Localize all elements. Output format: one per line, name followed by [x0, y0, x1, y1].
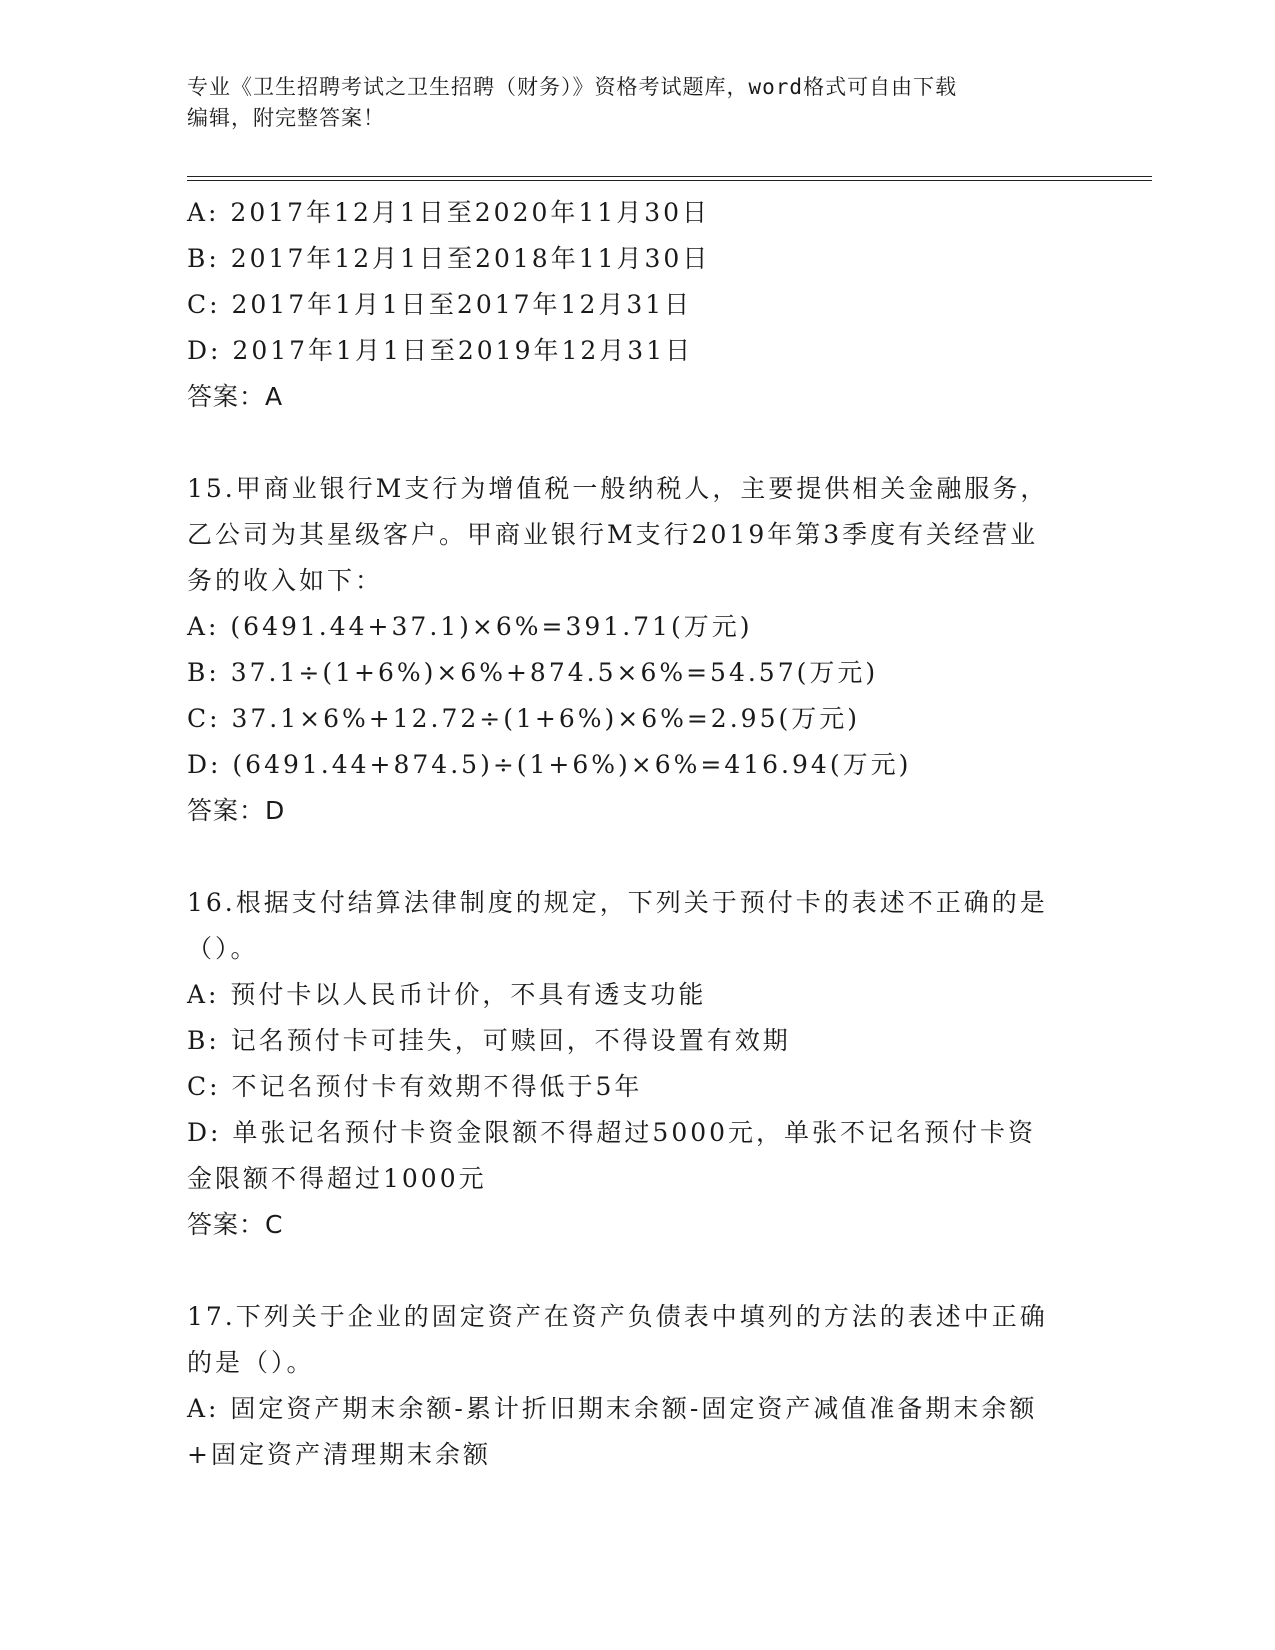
question-14	[187, 190, 1087, 420]
question-stem: 16.根据支付结算法律制度的规定，下列关于预付卡的表述不正确的是	[187, 888, 1048, 917]
question-15	[187, 466, 1087, 834]
answer: 答案：C	[187, 1210, 284, 1239]
question-stem: 务的收入如下：	[187, 566, 384, 595]
option-a-continued: +固定资产清理期末余额	[187, 1440, 491, 1469]
option-d: D: 2017年1月1日至2019年12月31日	[187, 336, 694, 365]
question-stem: （）。	[187, 934, 259, 963]
option-c: C: 37.1×6%+12.72÷(1+6%)×6%=2.95(万元)	[187, 704, 860, 733]
option-b: B: 37.1÷(1+6%)×6%+874.5×6%=54.57(万元)	[187, 658, 879, 687]
option-a: A: 固定资产期末余额-累计折旧期末余额-固定资产减值准备期末余额	[187, 1394, 1038, 1423]
option-a: A: 2017年12月1日至2020年11月30日	[187, 198, 711, 227]
question-17	[187, 1294, 1087, 1478]
question-stem: 15.甲商业银行M支行为增值税一般纳税人，主要提供相关金融服务，	[187, 474, 1049, 503]
header-line-2: 编辑，附完整答案！	[187, 106, 385, 130]
answer: 答案：D	[187, 796, 286, 825]
option-a: A: 预付卡以人民币计价，不具有透支功能	[187, 980, 707, 1009]
header-line-1: 专业《卫生招聘考试之卫生招聘（财务）》资格考试题库，word格式可自由下载	[187, 75, 958, 99]
option-c: C: 不记名预付卡有效期不得低于5年	[187, 1072, 643, 1101]
answer: 答案：A	[187, 382, 284, 411]
question-16	[187, 880, 1087, 1248]
option-b: B: 2017年12月1日至2018年11月30日	[187, 244, 711, 273]
header-divider	[187, 176, 1152, 181]
question-stem: 的是（）。	[187, 1348, 315, 1377]
option-d: D: 单张记名预付卡资金限额不得超过5000元，单张不记名预付卡资	[187, 1118, 1037, 1147]
option-a: A: (6491.44+37.1)×6%=391.71(万元)	[187, 612, 753, 641]
option-b: B: 记名预付卡可挂失，可赎回，不得设置有效期	[187, 1026, 791, 1055]
question-content	[187, 190, 1087, 1478]
question-stem: 乙公司为其星级客户。甲商业银行M支行2019年第3季度有关经营业	[187, 520, 1039, 549]
option-c: C: 2017年1月1日至2017年12月31日	[187, 290, 693, 319]
question-stem: 17.下列关于企业的固定资产在资产负债表中填列的方法的表述中正确	[187, 1302, 1048, 1331]
document-header	[187, 72, 1087, 134]
option-d: D: (6491.44+874.5)÷(1+6%)×6%=416.94(万元)	[187, 750, 912, 779]
option-d-continued: 金限额不得超过1000元	[187, 1164, 487, 1193]
